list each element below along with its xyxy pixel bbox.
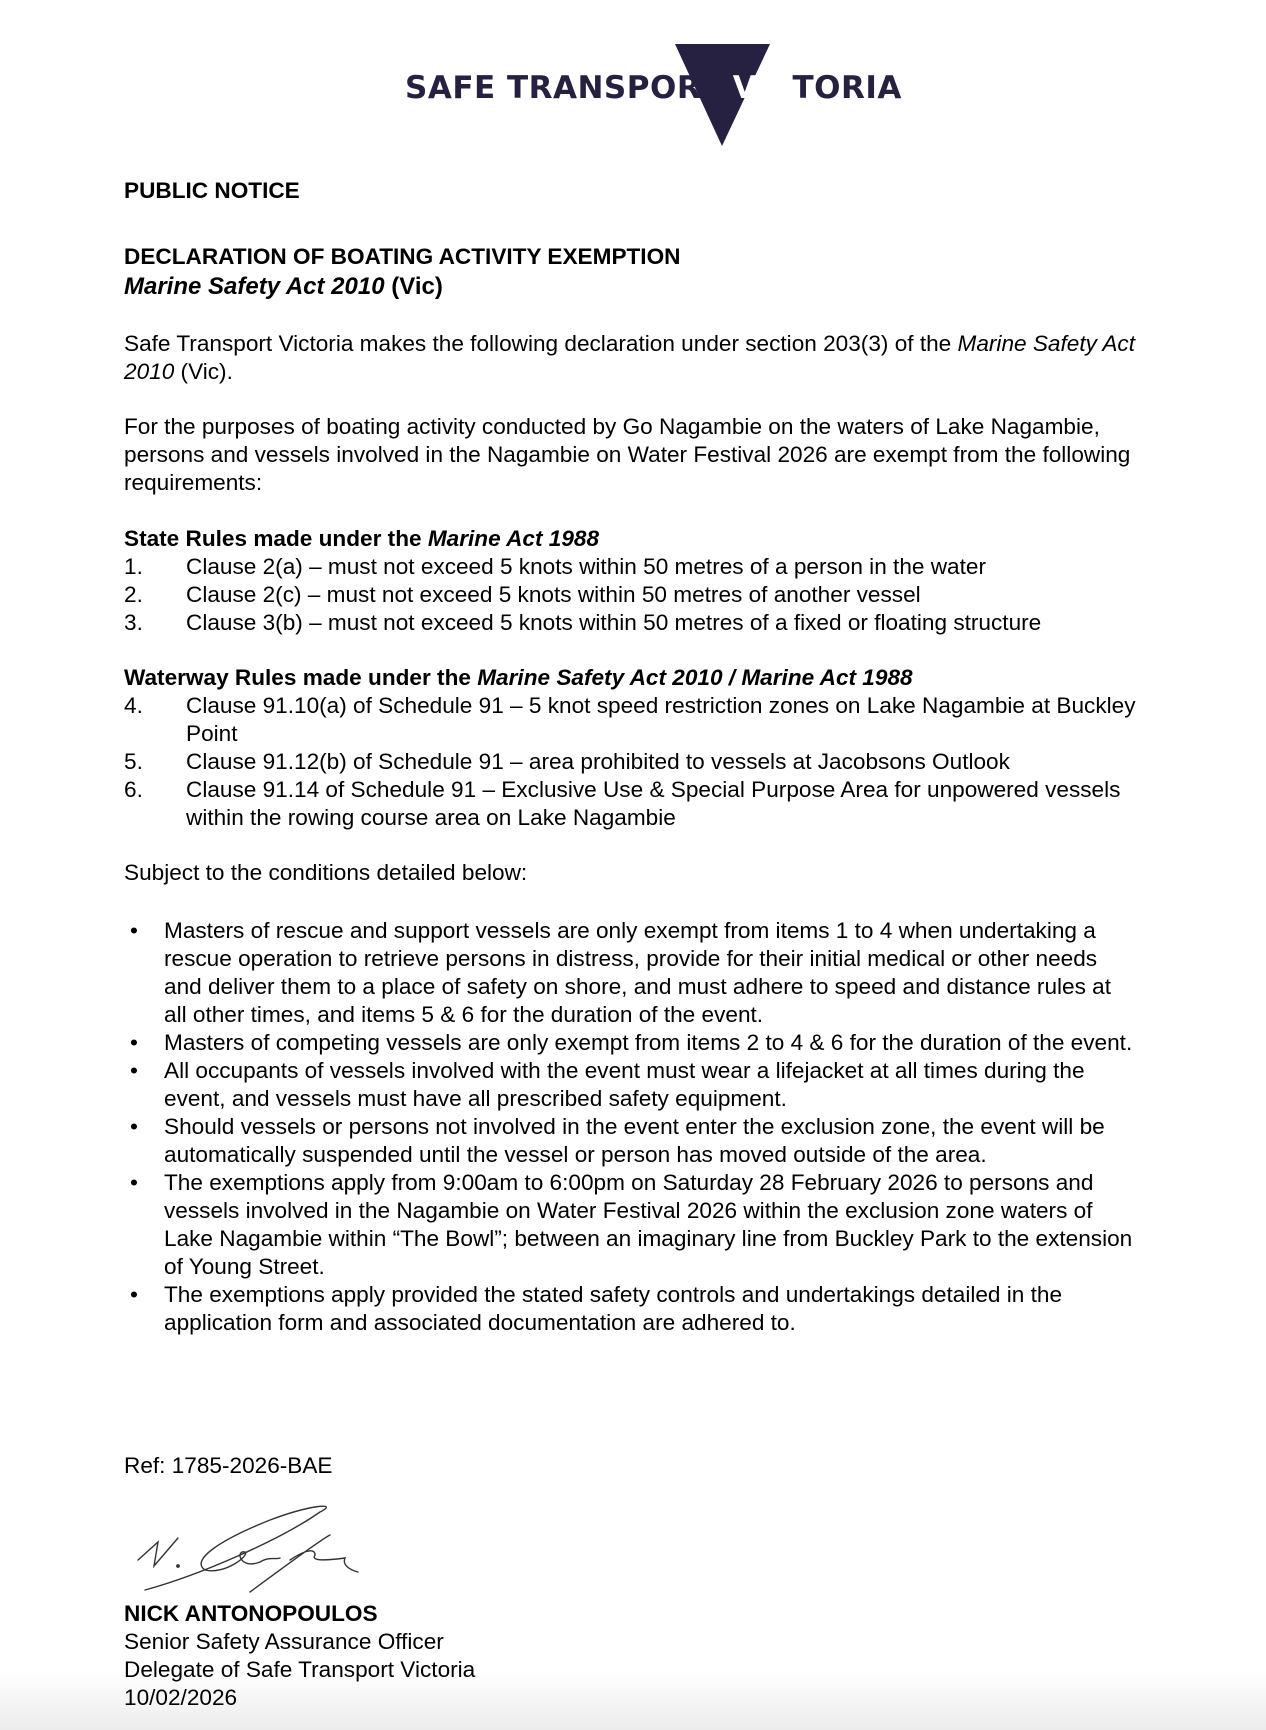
condition-item bbox=[124, 1113, 1134, 1169]
state-rules-list bbox=[124, 553, 1139, 637]
condition-text: The exemptions apply provided the stated safety controls and undertakings detailed in the application form and associated documentation are adhered to. bbox=[164, 1282, 1063, 1335]
reference-number: Ref: 1785-2026-BAE bbox=[124, 1453, 333, 1478]
condition-text: All occupants of vessels involved with the event must wear a lifejacket at all times during the event, and vessels must have all prescribed safety equipment. bbox=[164, 1058, 1085, 1111]
rule-item bbox=[124, 581, 1139, 609]
rule-item bbox=[124, 748, 1139, 776]
condition-text: The exemptions apply from 9:00am to 6:00pm on Saturday 28 February 2026 to persons and vessels involved in the Nagambie on Water Festival 2026 within the exclusion zone waters of Lake Nagambie within “The Bowl”; between an imaginary line from Buckley Park to the extension of Young Street. bbox=[164, 1170, 1133, 1279]
waterway-rules-list bbox=[124, 692, 1139, 832]
rule-text: Clause 91.10(a) of Schedule 91 – 5 knot speed restriction zones on Lake Nagambie at Buckley Point bbox=[186, 693, 1136, 746]
signatory-role: Delegate of Safe Transport Victoria bbox=[124, 1657, 476, 1682]
signatory-block bbox=[124, 1600, 1139, 1712]
rule-text: Clause 91.12(b) of Schedule 91 – area prohibited to vessels at Jacobsons Outlook bbox=[186, 749, 1010, 774]
signatory-date: 10/02/2026 bbox=[124, 1685, 238, 1710]
state-rules-heading: State Rules made under the Marine Act 1988 bbox=[124, 526, 600, 551]
bullet-icon: • bbox=[130, 1114, 138, 1139]
logo-text-left: SAFE TRANSPORT bbox=[405, 70, 733, 106]
rule-text: Clause 2(a) – must not exceed 5 knots within 50 metres of a person in the water bbox=[186, 554, 986, 579]
waterway-rules-section bbox=[124, 664, 1139, 832]
rule-number: 3. bbox=[124, 610, 143, 635]
condition-item bbox=[124, 917, 1134, 1029]
rule-text: Clause 3(b) – must not exceed 5 knots within 50 metres of a fixed or floating structure bbox=[186, 610, 1042, 635]
rule-item bbox=[124, 776, 1139, 832]
rule-text: Clause 2(c) – must not exceed 5 knots within 50 metres of another vessel bbox=[186, 582, 921, 607]
logo-text-toria: TORIA bbox=[792, 70, 902, 106]
bullet-icon: • bbox=[130, 1030, 138, 1055]
rule-number: 4. bbox=[124, 693, 143, 718]
condition-item bbox=[124, 1057, 1134, 1113]
purpose-paragraph: For the purposes of boating activity conducted by Go Nagambie on the waters of Lake Nagambie, persons and vessels involved in the Nagambie on Water Festival 2026 are exempt from the following requirements: bbox=[124, 414, 1131, 495]
safe-transport-victoria-logo bbox=[400, 40, 902, 150]
bullet-icon: • bbox=[130, 1282, 138, 1307]
bullet-icon: • bbox=[130, 918, 138, 943]
conditions-intro: Subject to the conditions detailed below: bbox=[124, 860, 528, 885]
rule-item bbox=[124, 553, 1139, 581]
waterway-rules-heading: Waterway Rules made under the Marine Safety Act 2010 / Marine Act 1988 bbox=[124, 665, 913, 690]
signatory-name: NICK ANTONOPOULOS bbox=[124, 1601, 378, 1626]
rule-item bbox=[124, 692, 1139, 748]
condition-item bbox=[124, 1029, 1134, 1057]
act-title: Marine Safety Act 2010 (Vic) bbox=[124, 273, 443, 300]
signatory-title: Senior Safety Assurance Officer bbox=[124, 1629, 444, 1654]
rule-number: 5. bbox=[124, 749, 143, 774]
condition-item bbox=[124, 1169, 1134, 1281]
condition-item bbox=[124, 1281, 1134, 1337]
bullet-icon: • bbox=[130, 1170, 138, 1195]
rule-number: 2. bbox=[124, 582, 143, 607]
rule-text: Clause 91.14 of Schedule 91 – Exclusive Use & Special Purpose Area for unpowered vessels within the rowing course area on Lake Nagambie bbox=[186, 777, 1121, 830]
document-heading bbox=[124, 243, 1139, 301]
logo-text-vic: VIC bbox=[732, 70, 793, 106]
bullet-icon: • bbox=[130, 1058, 138, 1083]
condition-text: Should vessels or persons not involved in the event enter the exclusion zone, the event will be automatically suspended until the vessel or person has moved outside of the area. bbox=[164, 1114, 1105, 1167]
rule-number: 6. bbox=[124, 777, 143, 802]
rule-item bbox=[124, 609, 1139, 637]
state-rules-section bbox=[124, 525, 1139, 637]
rule-number: 1. bbox=[124, 554, 143, 579]
signature bbox=[130, 1500, 380, 1600]
conditions-list bbox=[124, 917, 1134, 1337]
public-notice-label: PUBLIC NOTICE bbox=[124, 178, 300, 203]
condition-text: Masters of competing vessels are only exempt from items 2 to 4 & 6 for the duration of the event. bbox=[164, 1030, 1133, 1055]
condition-text: Masters of rescue and support vessels are only exempt from items 1 to 4 when undertaking a rescue operation to retrieve persons in distress, provide for their initial medical or other needs and deliver them to a place of safety on shore, and must adhere to speed and distance rules at all other times, and items 5 & 6 for the duration of the event. bbox=[164, 918, 1112, 1027]
document-title: DECLARATION OF BOATING ACTIVITY EXEMPTION bbox=[124, 244, 681, 269]
declaration-paragraph: Safe Transport Victoria makes the following declaration under section 203(3) of the Marine Safety Act 2010 (Vic). bbox=[124, 331, 1135, 384]
